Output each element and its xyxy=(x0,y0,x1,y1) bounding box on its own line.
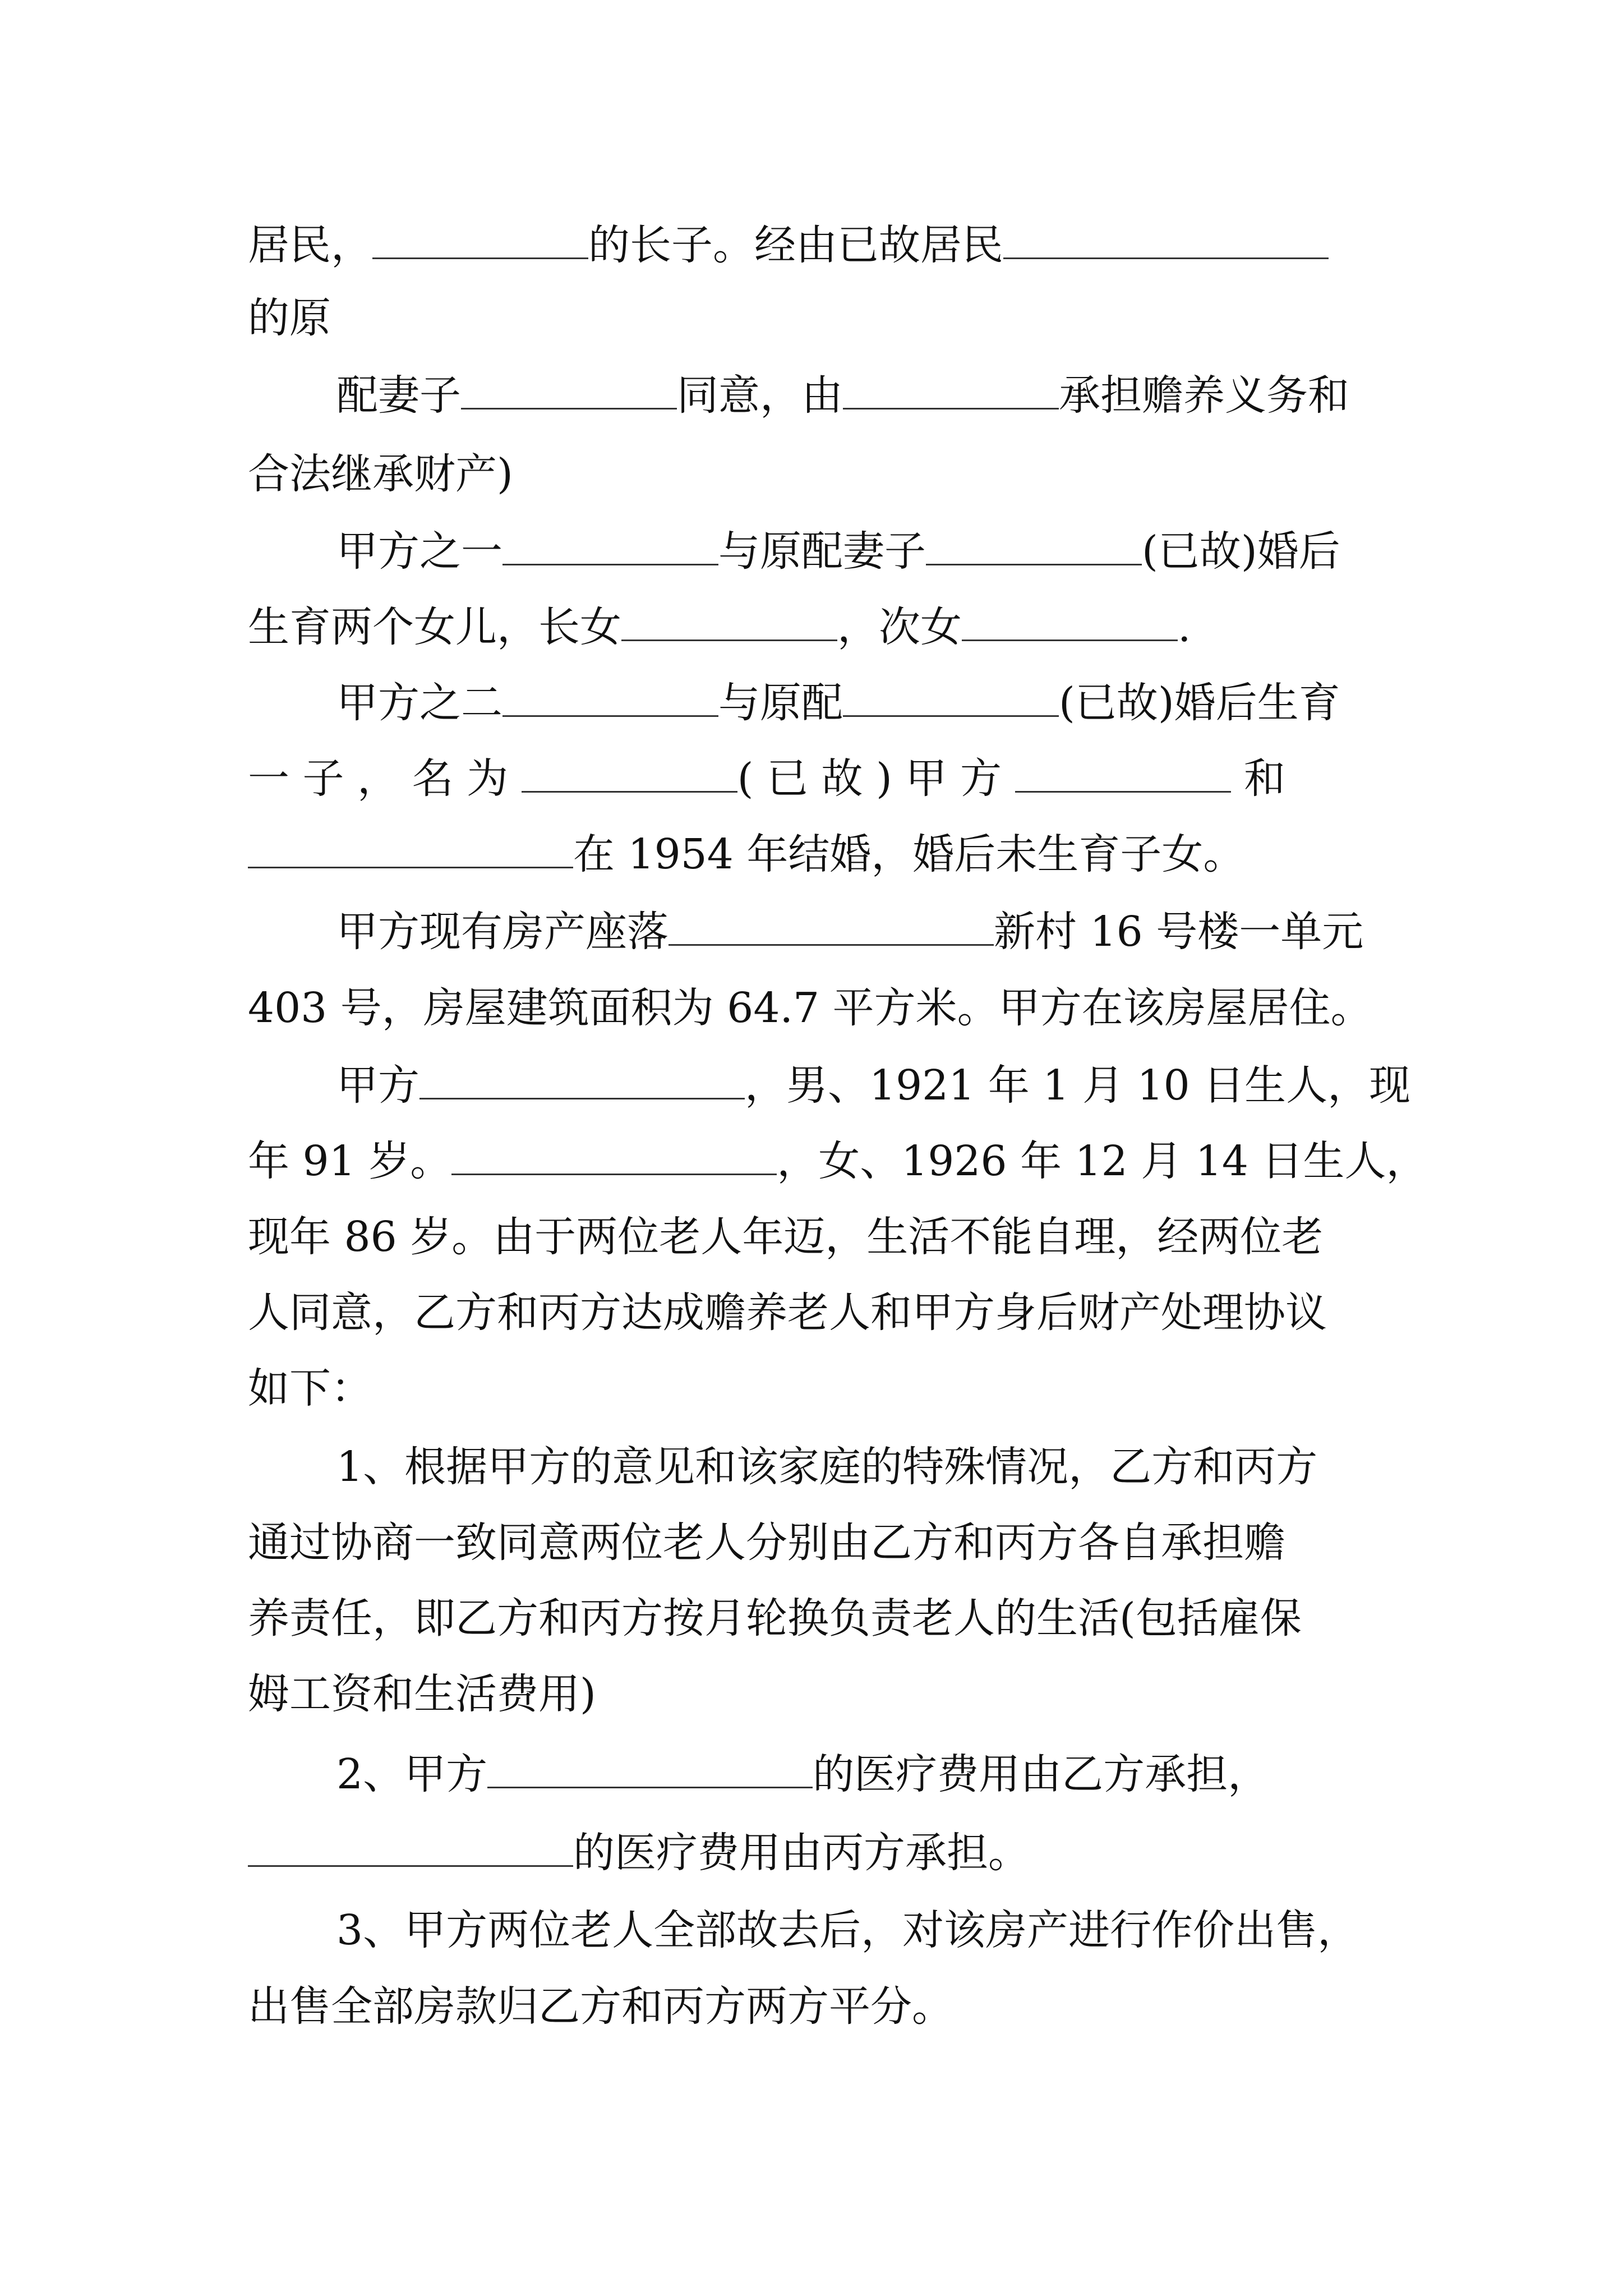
text-line: 配妻子 同意，由 承担赡养义务和 xyxy=(336,365,1349,426)
text-line: 居民， 的长子。经由已故居民 xyxy=(248,214,1329,276)
text-line: 2、甲方 的医疗费用由乙方承担， xyxy=(336,1743,1269,1805)
fill-in-blank xyxy=(621,600,837,641)
fill-in-blank xyxy=(522,752,737,793)
text-line: 一 子 ， 名 为 ( 已 故 ) 甲 方 和 xyxy=(248,748,1285,809)
text-line: 甲方之二 与原配 (已故)婚后生育 xyxy=(336,672,1340,734)
text-line: 养责任，即乙方和丙方按月轮换负责老人的生活(包括雇保 xyxy=(248,1594,1302,1642)
fill-in-blank xyxy=(668,905,994,946)
text-line: 甲方 ，男、1921 年 1 月 10 日生人，现 xyxy=(336,1055,1410,1116)
fill-in-blank xyxy=(248,827,573,868)
text-line: 3、甲方两位老人全部故去后，对该房产进行作价出售， xyxy=(336,1906,1359,1954)
text-line: 生育两个女儿，长女 ，次女 . xyxy=(248,596,1191,658)
text-line: 甲方现有房产座落 新村 16 号楼一单元 xyxy=(336,901,1363,963)
text-line: 如下： xyxy=(248,1364,372,1412)
text-line: 通过协商一致同意两位老人分别由乙方和丙方各自承担赡 xyxy=(248,1519,1285,1567)
text-line: 的医疗费用由丙方承担。 xyxy=(248,1822,1030,1884)
fill-in-blank xyxy=(1015,752,1231,793)
text-line: 姆工资和生活费用) xyxy=(248,1670,596,1718)
text-line: 甲方之一 与原配妻子 (已故)婚后 xyxy=(336,521,1340,582)
fill-in-blank xyxy=(461,369,677,409)
fill-in-blank xyxy=(372,218,588,259)
fill-in-blank xyxy=(502,676,718,717)
fill-in-blank xyxy=(502,524,718,565)
fill-in-blank xyxy=(487,1747,813,1788)
text-line: 人同意，乙方和丙方达成赡养老人和甲方身后财产处理协议 xyxy=(248,1289,1327,1337)
text-line: 在 1954 年结婚，婚后未生育子女。 xyxy=(248,823,1244,885)
fill-in-blank xyxy=(843,369,1059,409)
text-line: 现年 86 岁。由于两位老人年迈，生活不能自理，经两位老 xyxy=(248,1213,1324,1261)
text-line: 出售全部房款归乙方和丙方两方平分。 xyxy=(248,1982,953,2031)
text-line: 的原 xyxy=(248,294,331,342)
fill-in-blank xyxy=(926,524,1142,565)
fill-in-blank xyxy=(962,600,1178,641)
text-line: 合法继承财产) xyxy=(248,450,513,498)
text-line: 年 91 岁。 ，女、1926 年 12 月 14 日生人， xyxy=(248,1130,1427,1192)
fill-in-blank xyxy=(419,1059,745,1099)
fill-in-blank xyxy=(248,1826,573,1867)
fill-in-blank xyxy=(843,676,1059,717)
text-line: 403 号，房屋建筑面积为 64.7 平方米。甲方在该房屋居住。 xyxy=(248,984,1372,1032)
text-line: 1、根据甲方的意见和该家庭的特殊情况，乙方和丙方 xyxy=(336,1443,1318,1491)
fill-in-blank xyxy=(451,1134,777,1175)
fill-in-blank xyxy=(1003,218,1329,259)
